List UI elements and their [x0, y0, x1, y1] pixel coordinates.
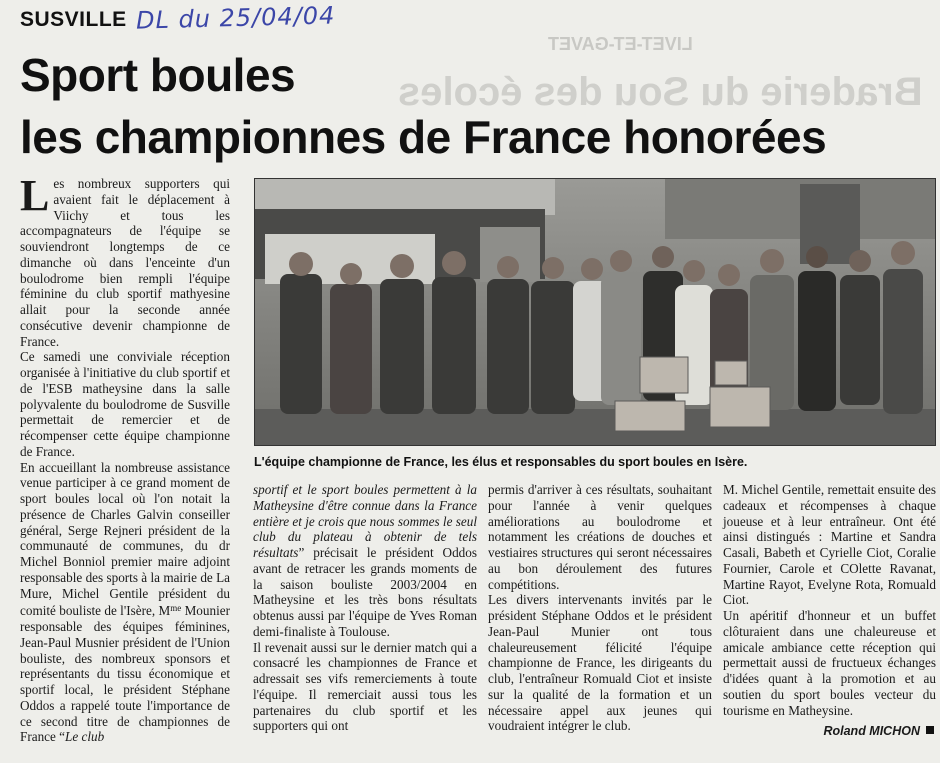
photo-illustration: [255, 179, 935, 445]
article-column-4: [723, 482, 936, 718]
article-column-3: [488, 482, 712, 734]
quote-start: Le club: [65, 729, 105, 745]
paragraph: Ce samedi une conviviale réception organisée à l'initiative du club sportif et de l'ESB matheysine dans la salle polyvalente du boulodrome de Susville permettait de remercier et de récompenser cette équipe championne de France.: [20, 349, 230, 459]
article-column-2: [253, 482, 477, 734]
team-photo: [254, 178, 936, 446]
paragraph-text: ” précisait le président Oddos avant de retracer les grands moments de la saison bouliste 2003/2004 en Matheysine et les très bons résultats obtenus aussi par l'équipe de Yves Roman demi-finaliste à Toulouse.: [253, 545, 477, 639]
bleed-through-headline: Braderie du Sou des écoles: [398, 70, 923, 114]
paragraph: [20, 460, 230, 746]
section-kicker: SUSVILLE: [20, 8, 127, 31]
author-byline: [823, 724, 934, 738]
headline-line-2: les championnes de France honorées: [20, 111, 827, 163]
end-mark-icon: [926, 726, 934, 734]
bleed-through-kicker: LIVET-ET-GAVET: [548, 34, 693, 54]
paragraph: permis d'arriver à ces résultats, souhaitant pour l'année à venir quelques améliorations au boulodrome et notamment les créations de douches et vestiaires structures qui seront nécessaires au bon déroulement des futures compétitions.: [488, 482, 712, 592]
headline-line-1: Sport boules: [20, 49, 296, 101]
paragraph-text: Mounier responsable des équipes féminines, Jean-Paul Musnier président de l'Union bouliste, des nombreux sponsors et représentants du tissu économique et sportif local, le président Stéphane Oddos a rappelé toute l'importance de ce second titre de championnes de France “: [20, 603, 230, 745]
paragraph: Il revenait aussi sur le dernier match qui a consacré les championnes de France et adressait ses vifs remerciements à toute l'équipe. Il remerciait aussi tous les partenaires du club sportif et les supporters qui ont: [253, 639, 477, 734]
article-column-1: [20, 171, 230, 745]
paragraph: M. Michel Gentile, remettait ensuite des cadeaux et récompenses à chaque joueuse et à leur entraîneur. Ont été ainsi distingués : Martine et Sandra Casali, Babeth et Cyrielle Ciot, Coralie Fournier, Carole et COlette Ravanat, Martine Rayot, Evelyne Rota, Romuald Ciot.: [723, 482, 936, 608]
author-name: Roland MICHON: [823, 724, 920, 738]
paragraph: Un apéritif d'honneur et un buffet clôturaient dans une chaleureuse et amicale ambiance cette réception qui permettait aussi de fructueux échanges d'idées quant à la promotion et au soutien du sport boules vecteur du tourisme en Matheysine.: [723, 608, 936, 718]
paragraph: Les nombreux supporters qui avaient fait le déplacement à Viichy et tous les accompagnateurs de l'équipe se souviendront longtemps de ce dimanche où dans l'enceinte d'un boulodrome bien rempli l'équipe féminine du club sportif mathyesine allait pour la seconde année consécutive devenir championne de France.: [20, 171, 230, 349]
paragraph: [253, 482, 477, 640]
quote-text: sportif et le sport boules permettent à la Matheysine d'être connue dans la France entière et je crois que nous sommes le seul club du plateau à obtenir de tels résultats: [253, 482, 477, 560]
handwritten-date-note: DL du 25/04/04: [135, 1, 336, 35]
superscript: me: [170, 603, 182, 614]
paragraph: Les divers intervenants invités par le président Stéphane Oddos et le président Jean-Paul Munier ont tous chaleureusement félicité l'équipe championne de France, les dirigeants du club, l'entraîneur Romuald Ciot et insiste sur la qualité de la formation et un nécessaire appel aux jeunes qui voudraient intégrer le club.: [488, 592, 712, 734]
paragraph-text: En accueillant la nombreuse assistance venue participer à ce grand moment de sport boules local où l'on notait la présence de Charles Galvin conseiller général, Serge Rejneri président de la communauté de communes, du dr Michel Bonniol premier maire adjoint responsable des sports à la mairie de La Mure, Michel Gentile président du comité bouliste de l'Isère, M: [20, 459, 230, 619]
photo-caption: L'équipe championne de France, les élus et responsables du sport boules en Isère.: [254, 455, 748, 469]
